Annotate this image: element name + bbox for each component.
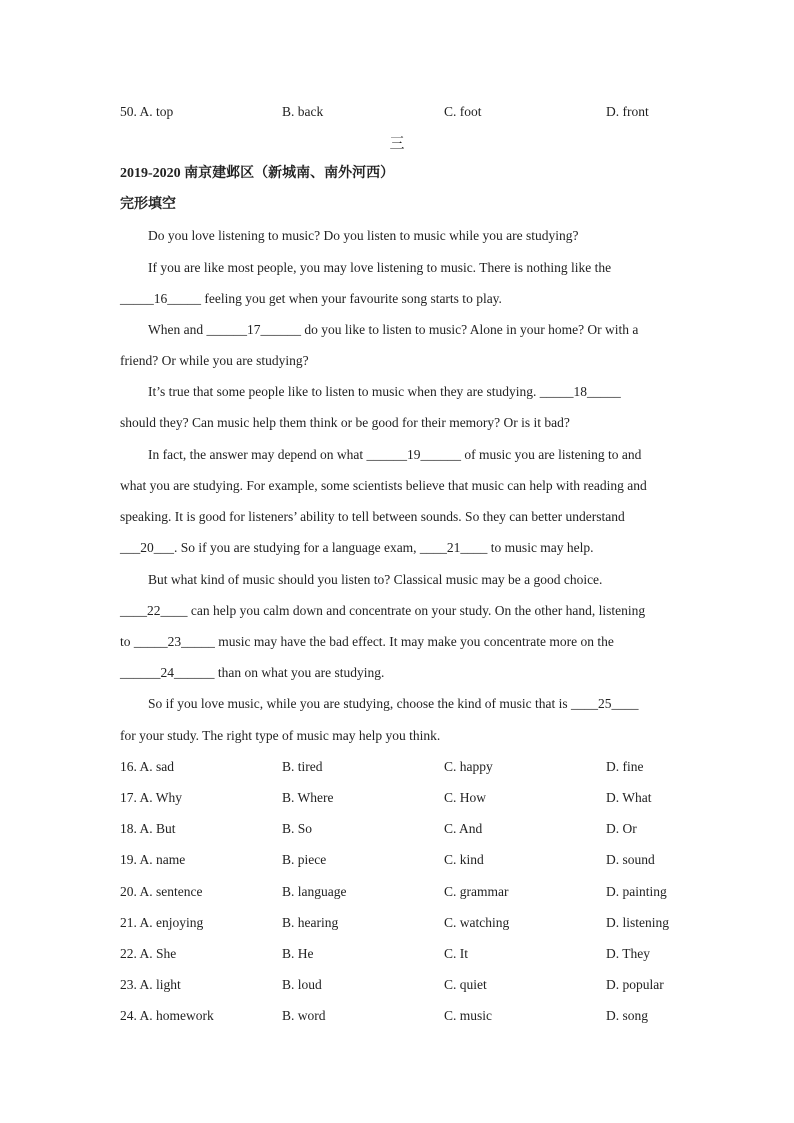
option-b: B. piece	[282, 852, 327, 867]
passage-line: what you are studying. For example, some scientists believe that music can help with reading and	[120, 478, 647, 493]
option-b: B. tired	[282, 759, 323, 774]
source-title: 2019-2020 南京建邺区（新城南、南外河西）	[120, 166, 395, 181]
option-b: B. hearing	[282, 915, 339, 930]
question-row	[120, 882, 680, 902]
passage-line: But what kind of music should you listen to? Classical music may be a good choice.	[148, 572, 603, 587]
option-b: B. back	[282, 104, 324, 119]
option-d: D. Or	[606, 821, 637, 836]
passage-line: friend? Or while you are studying?	[120, 353, 309, 368]
option-c: C. kind	[444, 852, 484, 867]
passage-line: ______24______ than on what you are studying.	[120, 665, 385, 680]
passage-line: should they? Can music help them think or be good for their memory? Or is it bad?	[120, 415, 570, 430]
option-c: C. And	[444, 821, 483, 836]
option-a: 18. A. But	[120, 821, 176, 836]
question-50-row	[120, 102, 680, 122]
passage-line: It’s true that some people like to listen to music when they are studying. _____18_____	[148, 384, 621, 399]
passage-line: for your study. The right type of music may help you think.	[120, 728, 441, 743]
option-a: 21. A. enjoying	[120, 915, 204, 930]
option-c: C. happy	[444, 759, 493, 774]
option-a: 16. A. sad	[120, 759, 174, 774]
option-a: 19. A. name	[120, 852, 186, 867]
option-b: B. loud	[282, 977, 322, 992]
option-a: 23. A. light	[120, 977, 181, 992]
option-b: B. He	[282, 946, 314, 961]
option-d: D. listening	[606, 915, 669, 930]
option-a: 17. A. Why	[120, 790, 183, 805]
option-c: C. music	[444, 1008, 493, 1023]
passage-line: In fact, the answer may depend on what ______19______ of music you are listening to and	[148, 447, 642, 462]
question-row	[120, 850, 680, 870]
question-row	[120, 975, 680, 995]
passage-line: _____16_____ feeling you get when your favourite song starts to play.	[120, 291, 502, 306]
section-title: 完形填空	[120, 197, 176, 212]
question-row	[120, 944, 680, 964]
option-a: 22. A. She	[120, 946, 177, 961]
question-row	[120, 757, 680, 777]
option-d: D. What	[606, 790, 652, 805]
option-a: 50. A. top	[120, 104, 174, 119]
option-a: 24. A. homework	[120, 1008, 214, 1023]
passage-line: When and ______17______ do you like to listen to music? Alone in your home? Or with a	[148, 322, 639, 337]
option-d: D. They	[606, 946, 650, 961]
passage-line: Do you love listening to music? Do you listen to music while you are studying?	[148, 228, 579, 243]
section-number: 三	[389, 136, 405, 152]
passage-line: to _____23_____ music may have the bad effect. It may make you concentrate more on the	[120, 634, 614, 649]
option-c: C. quiet	[444, 977, 487, 992]
passage-line: ____22____ can help you calm down and concentrate on your study. On the other hand, listening	[120, 603, 646, 618]
question-row	[120, 788, 680, 808]
option-b: B. Where	[282, 790, 334, 805]
option-d: D. song	[606, 1008, 649, 1023]
option-d: D. front	[606, 104, 649, 119]
option-b: B. language	[282, 884, 347, 899]
option-b: B. So	[282, 821, 313, 836]
option-c: C. How	[444, 790, 487, 805]
passage-line: ___20___. So if you are studying for a language exam, ____21____ to music may help.	[120, 540, 594, 555]
option-c: C. grammar	[444, 884, 509, 899]
passage-line: speaking. It is good for listeners’ ability to tell between sounds. So they can better understand	[120, 509, 625, 524]
question-row	[120, 913, 680, 933]
option-d: D. fine	[606, 759, 644, 774]
option-d: D. sound	[606, 852, 655, 867]
option-d: D. popular	[606, 977, 664, 992]
option-c: C. watching	[444, 915, 510, 930]
passage-line: So if you love music, while you are studying, choose the kind of music that is ____25____	[148, 696, 639, 711]
option-c: C. It	[444, 946, 469, 961]
question-row	[120, 1006, 680, 1026]
question-row	[120, 819, 680, 839]
option-b: B. word	[282, 1008, 326, 1023]
option-a: 20. A. sentence	[120, 884, 203, 899]
passage-line: If you are like most people, you may love listening to music. There is nothing like the	[148, 260, 612, 275]
option-c: C. foot	[444, 104, 482, 119]
option-d: D. painting	[606, 884, 667, 899]
